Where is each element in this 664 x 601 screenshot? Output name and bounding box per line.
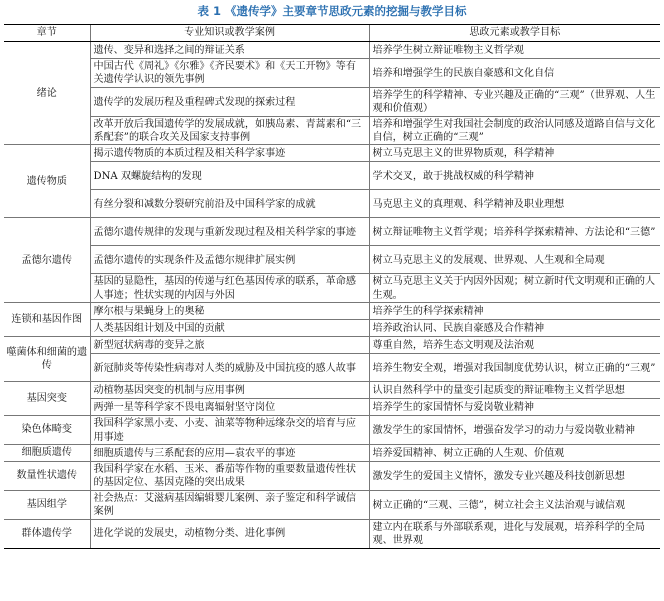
goal-cell: 激发学生的爱国主义情怀，激发专业兴趣及科技创新思想 [369, 462, 660, 491]
knowledge-cell: 孟德尔遗传规律的发现与重新发现过程及相关科学家的事迹 [90, 218, 369, 246]
goal-cell: 培养学生的科学探索精神 [369, 303, 660, 320]
knowledge-cell: 我国科学家在水稻、玉米、番茄等作物的重要数量遗传性状的基因定位、基因克隆的突出成果 [90, 462, 369, 491]
chapter-cell: 连锁和基因作图 [4, 303, 90, 337]
goal-cell: 培养学生的科学精神、专业兴趣及正确的“三观”（世界观、人生观和价值观） [369, 87, 660, 116]
goal-cell: 树立马克思主义的世界物质观，科学精神 [369, 145, 660, 162]
knowledge-cell: 动植物基因突变的机制与应用事例 [90, 382, 369, 399]
table-row [4, 218, 660, 246]
chapter-cell: 数量性状遗传 [4, 462, 90, 491]
table-row [4, 445, 660, 462]
chapter-cell: 基因组学 [4, 490, 90, 519]
table-row [4, 145, 660, 162]
table-header-row [4, 25, 660, 42]
knowledge-cell: 遗传学的发展历程及重程碑式发现的探索过程 [90, 87, 369, 116]
header-goal: 思政元素或教学目标 [369, 25, 660, 42]
course-ideology-table [4, 24, 660, 549]
chapter-cell: 群体遗传学 [4, 519, 90, 548]
knowledge-cell: 遗传、变异和选择之间的辩证关系 [90, 42, 369, 59]
chapter-cell: 遗传物质 [4, 145, 90, 218]
table-row [4, 490, 660, 519]
table-row [4, 246, 660, 274]
goal-cell: 培养政治认同、民族自豪感及合作精神 [369, 320, 660, 337]
goal-cell: 树立正确的“三观、三德”，树立社会主义法治观与诚信观 [369, 490, 660, 519]
knowledge-cell: 改革开放后我国遗传学的发展成就，如胰岛素、青蒿素和“三系配套”的联合攻关及国家支持事例 [90, 116, 369, 145]
table-row [4, 303, 660, 320]
knowledge-cell: 新冠肺炎等传染性病毒对人类的威胁及中国抗疫的感人故事 [90, 354, 369, 382]
knowledge-cell: 我国科学家黑小麦、小麦、油菜等物种远缘杂交的培育与应用事迹 [90, 416, 369, 445]
knowledge-cell: 两弹一星等科学家不畏电离辐射坚守岗位 [90, 399, 369, 416]
table-body [4, 42, 660, 549]
table-row [4, 87, 660, 116]
knowledge-cell: 人类基因组计划及中国的贡献 [90, 320, 369, 337]
goal-cell: 培养学生树立辩证唯物主义哲学观 [369, 42, 660, 59]
goal-cell: 认识自然科学中的量变引起质变的辩证唯物主义哲学思想 [369, 382, 660, 399]
table-row [4, 462, 660, 491]
table-row [4, 382, 660, 399]
table-row [4, 42, 660, 59]
goal-cell: 建立内在联系与外部联系观，进化与发展观，培养科学的全局观、世界观 [369, 519, 660, 548]
knowledge-cell: 中国古代《周礼》《尔雅》《齐民要术》和《天工开物》等有关遗传学认识的领先事例 [90, 59, 369, 88]
goal-cell: 培养和增强学生对我国社会制度的政治认同感及道路自信与文化自信，树立正确的“三观” [369, 116, 660, 145]
knowledge-cell: 摩尔根与果蝇身上的奥秘 [90, 303, 369, 320]
goal-cell: 马克思主义的真理观、科学精神及职业理想 [369, 190, 660, 218]
goal-cell: 激发学生的家国情怀，增强奋发学习的动力与爱岗敬业精神 [369, 416, 660, 445]
goal-cell: 学术交叉，敢于挑战权威的科学精神 [369, 162, 660, 190]
knowledge-cell: 孟德尔遗传的实现条件及孟德尔规律扩展实例 [90, 246, 369, 274]
table-row [4, 416, 660, 445]
knowledge-cell: 有丝分裂和减数分裂研究前沿及中国科学家的成就 [90, 190, 369, 218]
goal-cell: 树立马克思主义关于内因外因观；树立新时代文明观和正确的人生观。 [369, 274, 660, 303]
knowledge-cell: DNA 双螺旋结构的发现 [90, 162, 369, 190]
table-caption: 表 1 《遗传学》主要章节思政元素的挖掘与教学目标 [197, 4, 467, 18]
chapter-cell: 细胞质遗传 [4, 445, 90, 462]
goal-cell: 培养和增强学生的民族自豪感和文化自信 [369, 59, 660, 88]
table-row [4, 519, 660, 548]
goal-cell: 培养生物安全观，增强对我国制度优势认识，树立正确的“三观” [369, 354, 660, 382]
table-row [4, 162, 660, 190]
knowledge-cell: 细胞质遗传与三系配套的应用—袁农平的事迹 [90, 445, 369, 462]
table-row [4, 274, 660, 303]
chapter-cell: 基因突变 [4, 382, 90, 416]
knowledge-cell: 进化学说的发展史，动植物分类、进化事例 [90, 519, 369, 548]
chapter-cell: 孟德尔遗传 [4, 218, 90, 303]
knowledge-cell: 基因的显隐性，基因的传递与红色基因传承的联系，革命感人事迹；性状实现的内因与外因 [90, 274, 369, 303]
table-row [4, 190, 660, 218]
header-knowledge: 专业知识或教学案例 [90, 25, 369, 42]
table-row [4, 116, 660, 145]
chapter-cell: 绪论 [4, 42, 90, 145]
chapter-cell: 染色体畸变 [4, 416, 90, 445]
goal-cell: 尊重自然，培养生态文明观及法治观 [369, 337, 660, 354]
table-row [4, 354, 660, 382]
knowledge-cell: 新型冠状病毒的变异之旅 [90, 337, 369, 354]
goal-cell: 培养学生的家国情怀与爱岗敬业精神 [369, 399, 660, 416]
table-row [4, 320, 660, 337]
table-row [4, 59, 660, 88]
knowledge-cell: 社会热点：艾滋病基因编辑婴儿案例、亲子鉴定和科学诚信案例 [90, 490, 369, 519]
table-row [4, 337, 660, 354]
header-chapter: 章节 [4, 25, 90, 42]
chapter-cell: 噬菌体和细菌的遗传 [4, 337, 90, 382]
table-row [4, 399, 660, 416]
goal-cell: 树立马克思主义的发展观、世界观、人生观和全局观 [369, 246, 660, 274]
knowledge-cell: 揭示遗传物质的本质过程及相关科学家事迹 [90, 145, 369, 162]
goal-cell: 培养爱国精神、树立正确的人生观、价值观 [369, 445, 660, 462]
goal-cell: 树立辩证唯物主义哲学观；培养科学探索精神、方法论和“三德” [369, 218, 660, 246]
